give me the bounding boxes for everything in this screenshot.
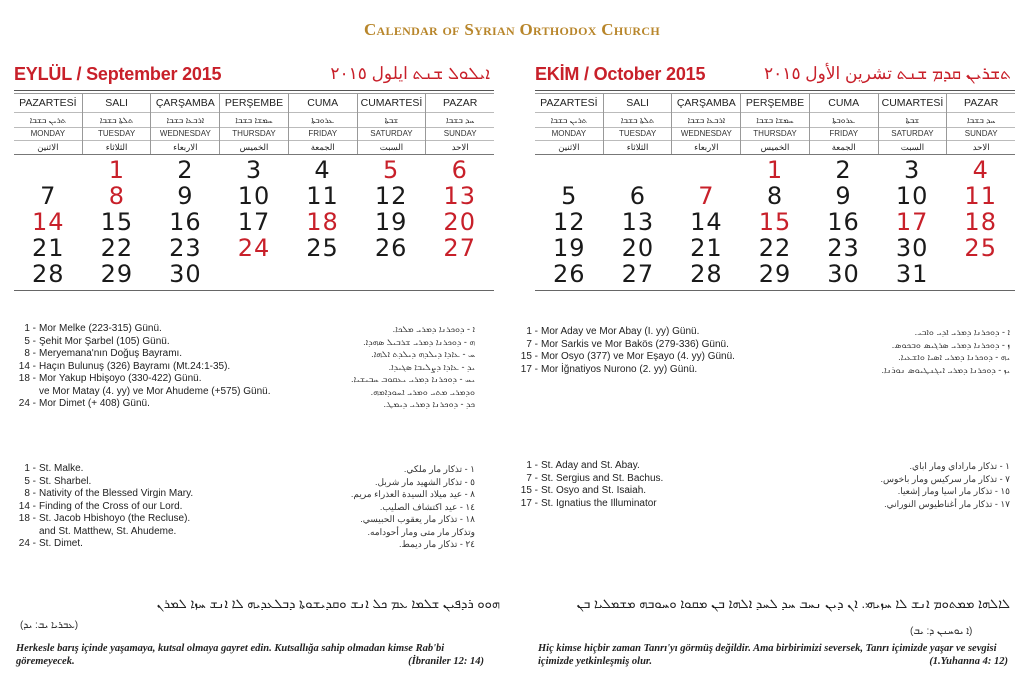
day-empty bbox=[672, 157, 741, 183]
weekday-wednesday bbox=[672, 94, 741, 154]
month-september bbox=[14, 64, 494, 287]
weekday-label-syr: ܚܡܫܐ ܒܫܒܐ bbox=[741, 113, 809, 128]
day-21: 21 bbox=[32, 234, 65, 262]
day-16: 16 bbox=[169, 208, 202, 236]
weekday-label-tr: CUMARTESİ bbox=[879, 94, 947, 113]
feast-day: 1 - bbox=[526, 326, 538, 337]
weekday-label-ar: السبت bbox=[379, 142, 404, 152]
feast-text: St. Dimet. bbox=[39, 538, 83, 549]
day-14: 14 bbox=[690, 208, 723, 236]
verse-body: Hiç kimse hiçbir zaman Tanrı'yı görmüş değildir. Ama birbirimizi seversek, Tanrı içimizde yaşar ve sevgisi içimizde yetkinleşmiş olur. bbox=[538, 643, 997, 667]
feast-item bbox=[16, 386, 270, 399]
feast-text: Mor Melke (223-315) Günü. bbox=[39, 323, 162, 334]
feast-day: 18 - bbox=[18, 513, 36, 524]
feast-item bbox=[16, 526, 193, 539]
weekday-label-tr: PAZARTESİ bbox=[14, 94, 82, 113]
feast-day: 15 - bbox=[520, 485, 538, 496]
day-21: 21 bbox=[690, 234, 723, 262]
weekday-label-tr: PERŞEMBE bbox=[220, 94, 288, 113]
feasts-ar-sep bbox=[300, 463, 475, 551]
weekday-label-syr: ܫܒܬܐ bbox=[879, 113, 947, 128]
day-3: 3 bbox=[903, 156, 921, 184]
weekday-label-ar: الثلاثاء bbox=[105, 142, 128, 152]
day-19: 19 bbox=[553, 234, 586, 262]
feasts-tr-sep bbox=[16, 323, 270, 411]
day-7: 7 bbox=[40, 182, 57, 210]
feast-day: 24 - bbox=[18, 538, 36, 549]
feast-text: Mor Sarkis ve Mor Bakös (279-336) Günü. bbox=[541, 338, 729, 350]
weekday-label-tr: PAZAR bbox=[426, 94, 494, 113]
feast-day: 14 - bbox=[18, 360, 36, 372]
weekday-label-tr: SALI bbox=[604, 94, 672, 113]
feast-item: ١٥ - تذكار مار اسيا ومار إشعيا. bbox=[897, 486, 1010, 496]
feast-item bbox=[16, 463, 193, 476]
feast-item: ܗ - ܕܘܟܪܢܐ ܕܡܪܝ ܫܪܒܝܠ ܣܗܕܐ. bbox=[363, 336, 475, 347]
day-5: 5 bbox=[382, 156, 400, 184]
feast-item: ١٨ - تذكار مار يعقوب الحبيسي. bbox=[360, 514, 475, 524]
day-1: 1 bbox=[108, 156, 125, 184]
month-october bbox=[535, 64, 1015, 287]
weekday-label-en: MONDAY bbox=[535, 128, 603, 141]
feast-item bbox=[518, 460, 663, 473]
weekday-header bbox=[14, 94, 494, 155]
feast-text: St. Sergius and St. Bachus. bbox=[541, 472, 664, 484]
feast-item bbox=[518, 326, 735, 339]
weekday-label-syr: ܐܪܒܥܐ ܒܫܒܐ bbox=[151, 113, 219, 128]
day-3: 3 bbox=[245, 156, 263, 184]
weekday-label-syr: ܬܪܝܢ ܒܫܒܐ bbox=[14, 113, 82, 128]
weekday-saturday bbox=[879, 94, 948, 154]
feast-item bbox=[518, 498, 663, 511]
verse-ref-syriac: (ܐ ܝܘܚܢܢ ܕ: ܝܒ) bbox=[910, 626, 973, 637]
feast-text: Şehit Mor Şarbel (105) Günü. bbox=[39, 335, 170, 347]
feasts-syr-oct bbox=[830, 326, 1010, 376]
feast-text: Nativity of the Blessed Virgin Mary. bbox=[39, 488, 194, 499]
feast-text: Mor Yakup Hbişoyo (330-422) Günü. bbox=[39, 373, 202, 384]
feast-day: 15 - bbox=[520, 351, 538, 362]
feast-item bbox=[518, 485, 663, 498]
weekday-tuesday bbox=[83, 94, 152, 154]
weekday-label-syr: ܬܠܬܐ ܒܫܒܐ bbox=[604, 113, 672, 128]
divider bbox=[535, 90, 1015, 91]
weekday-sunday bbox=[426, 94, 494, 154]
feasts-en-sep bbox=[16, 463, 193, 551]
feast-item bbox=[518, 364, 735, 377]
day-13: 13 bbox=[443, 182, 476, 210]
weekday-label-en: FRIDAY bbox=[289, 128, 357, 141]
weekday-friday bbox=[810, 94, 879, 154]
day-26: 26 bbox=[553, 260, 586, 288]
day-2: 2 bbox=[835, 156, 852, 184]
day-empty bbox=[357, 261, 426, 287]
month-title: EKİM / October 2015 bbox=[535, 64, 706, 84]
day-8: 8 bbox=[108, 182, 125, 210]
weekday-label-syr: ܫܒܬܐ bbox=[358, 113, 426, 128]
feast-item bbox=[518, 473, 663, 486]
weekday-label-syr: ܚܕ ܒܫܒܐ bbox=[947, 113, 1015, 128]
feasts-ar-oct bbox=[830, 460, 1010, 510]
day-12: 12 bbox=[374, 182, 408, 210]
weekday-friday bbox=[289, 94, 358, 154]
feast-text: Haçın Bulunuş (326) Bayramı (Mt.24:1-35). bbox=[39, 360, 231, 372]
day-empty bbox=[535, 157, 604, 183]
weekday-label-en: TUESDAY bbox=[83, 128, 151, 141]
weekday-thursday bbox=[741, 94, 810, 154]
weekday-saturday bbox=[358, 94, 427, 154]
divider bbox=[14, 290, 494, 291]
feast-day: 18 - bbox=[18, 373, 36, 384]
weekday-label-en: SUNDAY bbox=[426, 128, 494, 141]
feast-text: St. Jacob Hbishoyo (the Recluse). bbox=[39, 513, 191, 524]
feast-item bbox=[16, 336, 270, 349]
feasts-syr-sep bbox=[300, 323, 475, 411]
weekday-label-syr: ܥܪܘܒܬܐ bbox=[810, 113, 878, 128]
day-19: 19 bbox=[374, 208, 408, 236]
day-10: 10 bbox=[237, 182, 271, 210]
feast-item bbox=[16, 488, 193, 501]
feast-item: ٢٤ - تذكار مار ديمط. bbox=[399, 539, 475, 549]
verse-text bbox=[16, 642, 484, 668]
feast-item bbox=[518, 351, 735, 364]
weekday-label-ar: الاحد bbox=[972, 142, 990, 152]
weekday-label-tr: CUMA bbox=[810, 94, 878, 113]
feast-item bbox=[518, 339, 735, 352]
weekday-monday bbox=[535, 94, 604, 154]
day-6: 6 bbox=[629, 182, 646, 210]
feast-item: ܟܕ - ܕܘܟܪܢܐ ܕܡܪܝ ܕܝܡܛ. bbox=[383, 399, 475, 409]
day-7: 7 bbox=[698, 182, 715, 210]
feast-text: St. Malke. bbox=[39, 463, 84, 474]
weekday-thursday bbox=[220, 94, 289, 154]
verse-text bbox=[538, 642, 1008, 668]
feast-text: Mor Aday ve Mor Abay (I. yy) Günü. bbox=[541, 326, 700, 337]
weekday-sunday bbox=[947, 94, 1015, 154]
day-30: 30 bbox=[827, 260, 860, 288]
weekday-label-en: MONDAY bbox=[14, 128, 82, 141]
day-9: 9 bbox=[835, 182, 852, 210]
weekday-tuesday bbox=[604, 94, 673, 154]
feast-item: ܐ - ܕܘܟܪܢܐ ܕܡܪܝ ܐܕܝ ܘܐܒܝ. bbox=[914, 327, 1010, 337]
feast-item bbox=[16, 398, 270, 411]
feast-item: ١٤ - عيد اكتشاف الصليب. bbox=[379, 501, 475, 512]
weekday-label-ar: الاثنين bbox=[37, 142, 59, 152]
verse-ref: (İbraniler 12: 14) bbox=[408, 656, 484, 667]
weekday-label-en: SUNDAY bbox=[947, 128, 1015, 141]
day-27: 27 bbox=[443, 234, 476, 262]
feast-item: ܘܕܡܪܝ ܡܬܝ ܘܡܪܝ ܐܚܘܕܐܡܗ. bbox=[370, 386, 475, 397]
feast-day: 14 - bbox=[18, 500, 36, 512]
verse-syriac: ܠܐܠܗܐ ܡܡܬܘܡ ܐܢܫ ܠܐ ܚܙܝܗܝ. ܐܢ ܕܝܢ ܢܚܒ ܚܕ ܠܚܕ ܐܠܗܐ ܒܢ ܡܩܘܐ ܘܚܘܒܗ ܡܫܡܠܝܐ ܒܢ bbox=[576, 596, 1010, 611]
feast-item: ܝܕ - ܥܐܕܐ ܕܨܠܝܒܐ ܣܓܝܕܐ. bbox=[388, 361, 475, 372]
day-empty bbox=[425, 261, 494, 287]
weekday-label-syr: ܐܪܒܥܐ ܒܫܒܐ bbox=[672, 113, 740, 128]
feast-text: St. Aday and St. Abay. bbox=[541, 460, 640, 471]
day-22: 22 bbox=[758, 234, 792, 262]
day-20: 20 bbox=[443, 208, 476, 236]
feast-day: 5 - bbox=[24, 475, 36, 487]
day-grid bbox=[535, 157, 1015, 287]
weekday-label-ar: الخميس bbox=[760, 142, 790, 152]
day-30: 30 bbox=[169, 260, 202, 288]
day-15: 15 bbox=[100, 208, 134, 236]
day-27: 27 bbox=[621, 260, 655, 288]
feast-item: وتذكار مار متى ومار أحودامه. bbox=[367, 526, 475, 537]
weekday-label-tr: PAZARTESİ bbox=[535, 94, 603, 113]
feast-day: 5 - bbox=[24, 335, 36, 347]
weekday-label-en: SATURDAY bbox=[879, 128, 947, 141]
page-title: Calendar of Syrian Orthodox Church bbox=[363, 20, 660, 39]
verse-body: Herkesle barış içinde yaşamaya, kutsal olmaya gayret edin. Kutsallığa sahip olmadan kimse Rab'bi göremeyecek. bbox=[16, 643, 445, 667]
weekday-label-en: THURSDAY bbox=[220, 128, 288, 141]
month-title: EYLÜL / September 2015 bbox=[14, 64, 222, 84]
feasts-en-oct bbox=[518, 460, 663, 510]
weekday-label-ar: الاحد bbox=[451, 142, 469, 152]
feast-text: ve Mor Matay (4. yy) ve Mor Ahudeme (+575) Günü. bbox=[39, 385, 271, 397]
day-25: 25 bbox=[306, 234, 339, 262]
feast-item: ܐ - ܕܘܟܪܢܐ ܕܡܪܝ ܡܠܟܐ. bbox=[392, 324, 475, 334]
verse-ref: (1.Yuhanna 4: 12) bbox=[929, 656, 1008, 667]
feast-text: Finding of the Cross of our Lord. bbox=[39, 500, 183, 512]
day-23: 23 bbox=[169, 234, 202, 262]
feast-day: 1 - bbox=[24, 463, 36, 474]
day-4: 4 bbox=[972, 156, 989, 184]
feast-item bbox=[16, 538, 193, 551]
day-2: 2 bbox=[177, 156, 194, 184]
verse-ref-syriac: (ܥܒܪܝܐ ܝܒ: ܝܕ) bbox=[20, 620, 79, 631]
day-30: 30 bbox=[895, 234, 929, 262]
day-empty bbox=[604, 157, 673, 183]
weekday-label-syr: ܬܠܬܐ ܒܫܒܐ bbox=[83, 113, 151, 128]
weekday-label-tr: CUMA bbox=[289, 94, 357, 113]
feast-item: ٥ - تذكار الشهيد مار شربل. bbox=[374, 476, 475, 487]
day-17: 17 bbox=[237, 208, 271, 236]
feast-day: 8 - bbox=[24, 348, 36, 359]
feast-item bbox=[16, 361, 270, 374]
day-9: 9 bbox=[177, 182, 194, 210]
weekday-label-en: THURSDAY bbox=[741, 128, 809, 141]
day-6: 6 bbox=[451, 156, 468, 184]
day-empty bbox=[220, 261, 289, 287]
day-11: 11 bbox=[306, 182, 339, 210]
feast-item bbox=[16, 513, 193, 526]
weekday-label-ar: الجمعة bbox=[310, 142, 335, 152]
day-28: 28 bbox=[32, 260, 65, 288]
weekday-label-syr: ܥܪܘܒܬܐ bbox=[289, 113, 357, 128]
feast-item: ١ - تذكار مار ملكي. bbox=[403, 464, 475, 474]
weekday-label-en: FRIDAY bbox=[810, 128, 878, 141]
weekday-label-tr: ÇARŞAMBA bbox=[672, 94, 740, 113]
divider bbox=[535, 290, 1015, 291]
divider bbox=[14, 90, 494, 91]
day-28: 28 bbox=[690, 260, 723, 288]
feast-text: and St. Matthew, St. Ahudeme. bbox=[39, 525, 177, 537]
day-15: 15 bbox=[758, 208, 792, 236]
feast-day: 7 - bbox=[526, 338, 538, 350]
feast-item: ܙ - ܕܘܟܪܢܐ ܕܡܪܝ ܣܪܓܝܣ ܘܒܟܘܣ. bbox=[891, 339, 1010, 350]
month-title-alt: ܬܫܪܝܢ ܩܕܡ ܫܢܬ تشرين الأول ٢٠١٥ bbox=[764, 64, 1011, 83]
feast-item: ٧ - تذكار مار سركيس ومار باخوس. bbox=[880, 473, 1010, 484]
weekday-label-en: SATURDAY bbox=[358, 128, 426, 141]
feast-item: ܝܚ - ܕܘܟܪܢܐ ܕܡܪܝ ܝܥܩܘܒ ܚܒܝܫܝܐ. bbox=[350, 374, 475, 384]
feast-text: Mor Osyo (377) ve Mor Eşayo (4. yy) Günü. bbox=[541, 351, 735, 362]
feast-text: St. Ignatius the Illuminator bbox=[541, 497, 657, 509]
weekday-label-en: TUESDAY bbox=[604, 128, 672, 141]
feast-item: ܝܙ - ܕܘܟܪܢܐ ܕܡܪܝ ܐܝܓܢܛܝܘܣ ܢܘܪܢܐ. bbox=[881, 364, 1010, 375]
feast-text: Mor Dimet (+ 408) Günü. bbox=[39, 398, 150, 409]
day-4: 4 bbox=[314, 156, 331, 184]
day-24: 24 bbox=[237, 234, 271, 262]
weekday-header bbox=[535, 94, 1015, 155]
verse-syriac: ܗܘܘ ܪܕܦܝܢ ܫܠܡܐ ܥܡ ܟܠ ܐܢܫ ܘܩܕܝܫܘܬܐ ܕܒܠܥܕܝܗ ܠܐ ܐܢܫ ܚܙܐ ܠܡܪܢ bbox=[156, 596, 500, 611]
weekday-wednesday bbox=[151, 94, 220, 154]
weekday-label-ar: الجمعة bbox=[831, 142, 856, 152]
weekday-label-syr: ܚܡܫܐ ܒܫܒܐ bbox=[220, 113, 288, 128]
day-20: 20 bbox=[621, 234, 655, 262]
feast-day: 1 - bbox=[24, 323, 36, 334]
day-16: 16 bbox=[827, 208, 860, 236]
day-29: 29 bbox=[100, 260, 134, 288]
day-12: 12 bbox=[553, 208, 586, 236]
weekday-label-ar: الثلاثاء bbox=[626, 142, 649, 152]
day-18: 18 bbox=[964, 208, 997, 236]
feast-item bbox=[16, 323, 270, 336]
weekday-monday bbox=[14, 94, 83, 154]
weekday-label-tr: ÇARŞAMBA bbox=[151, 94, 219, 113]
day-empty bbox=[288, 261, 357, 287]
weekday-label-ar: السبت bbox=[900, 142, 925, 152]
month-title-alt: ܐܝܠܘܠ ܫܢܬ ايلول ٢٠١٥ bbox=[330, 64, 490, 83]
day-11: 11 bbox=[964, 182, 997, 210]
day-8: 8 bbox=[766, 182, 784, 210]
day-empty bbox=[946, 261, 1015, 287]
weekday-label-ar: الاثنين bbox=[558, 142, 580, 152]
feast-item: ܝܗ - ܕܘܟܪܢܐ ܕܡܪܝ ܐܣܝܐ ܘܐܫܥܝܐ. bbox=[898, 352, 1010, 362]
feast-item: ١ - تذكار ماراداي ومار اباي. bbox=[909, 461, 1010, 471]
feast-item bbox=[16, 476, 193, 489]
day-23: 23 bbox=[827, 234, 860, 262]
weekday-label-en: WEDNESDAY bbox=[672, 128, 740, 141]
feast-item: ܚ - ܥܐܕܐ ܕܝܠܕܗ ܕܝܠܕܬ ܐܠܗܐ. bbox=[371, 349, 475, 359]
weekday-label-tr: SALI bbox=[83, 94, 151, 113]
feast-item bbox=[16, 373, 270, 386]
day-empty bbox=[14, 157, 83, 183]
weekday-label-tr: CUMARTESİ bbox=[358, 94, 426, 113]
feast-day: 17 - bbox=[520, 497, 538, 509]
day-18: 18 bbox=[306, 208, 339, 236]
feast-day: 1 - bbox=[526, 460, 538, 471]
weekday-label-en: WEDNESDAY bbox=[151, 128, 219, 141]
day-26: 26 bbox=[374, 234, 408, 262]
day-14: 14 bbox=[32, 208, 65, 236]
feast-day: 8 - bbox=[24, 488, 36, 499]
weekday-label-tr: PERŞEMBE bbox=[741, 94, 809, 113]
weekday-label-ar: الخميس bbox=[239, 142, 269, 152]
weekday-label-syr: ܬܪܝܢ ܒܫܒܐ bbox=[535, 113, 603, 128]
day-grid bbox=[14, 157, 494, 287]
day-31: 31 bbox=[895, 260, 929, 288]
day-29: 29 bbox=[758, 260, 792, 288]
feast-day: 24 - bbox=[18, 398, 36, 409]
feast-item bbox=[16, 348, 270, 361]
day-25: 25 bbox=[964, 234, 997, 262]
day-5: 5 bbox=[561, 182, 578, 210]
feast-item: ٨ - عيد ميلاد السيدة العذراء مريم. bbox=[350, 489, 475, 499]
day-13: 13 bbox=[621, 208, 655, 236]
day-22: 22 bbox=[100, 234, 134, 262]
feast-item bbox=[16, 501, 193, 514]
weekday-label-tr: PAZAR bbox=[947, 94, 1015, 113]
feast-item: ١٧ - تذكار مار أغناطيوس النوراني. bbox=[884, 498, 1010, 509]
feast-text: St. Osyo and St. Isaiah. bbox=[541, 485, 647, 496]
day-17: 17 bbox=[895, 208, 929, 236]
day-10: 10 bbox=[895, 182, 929, 210]
feast-text: St. Sharbel. bbox=[39, 475, 92, 487]
feast-text: Meryemana'nın Doğuş Bayramı. bbox=[39, 348, 183, 359]
feasts-tr-oct bbox=[518, 326, 735, 376]
weekday-label-ar: الاربعاء bbox=[173, 142, 198, 152]
feast-text: Mor İğnatiyos Nurono (2. yy) Günü. bbox=[541, 363, 698, 375]
feast-day: 7 - bbox=[526, 472, 538, 484]
weekday-label-syr: ܚܕ ܒܫܒܐ bbox=[426, 113, 494, 128]
feast-day: 17 - bbox=[520, 363, 538, 375]
day-1: 1 bbox=[766, 156, 784, 184]
weekday-label-ar: الاربعاء bbox=[694, 142, 719, 152]
